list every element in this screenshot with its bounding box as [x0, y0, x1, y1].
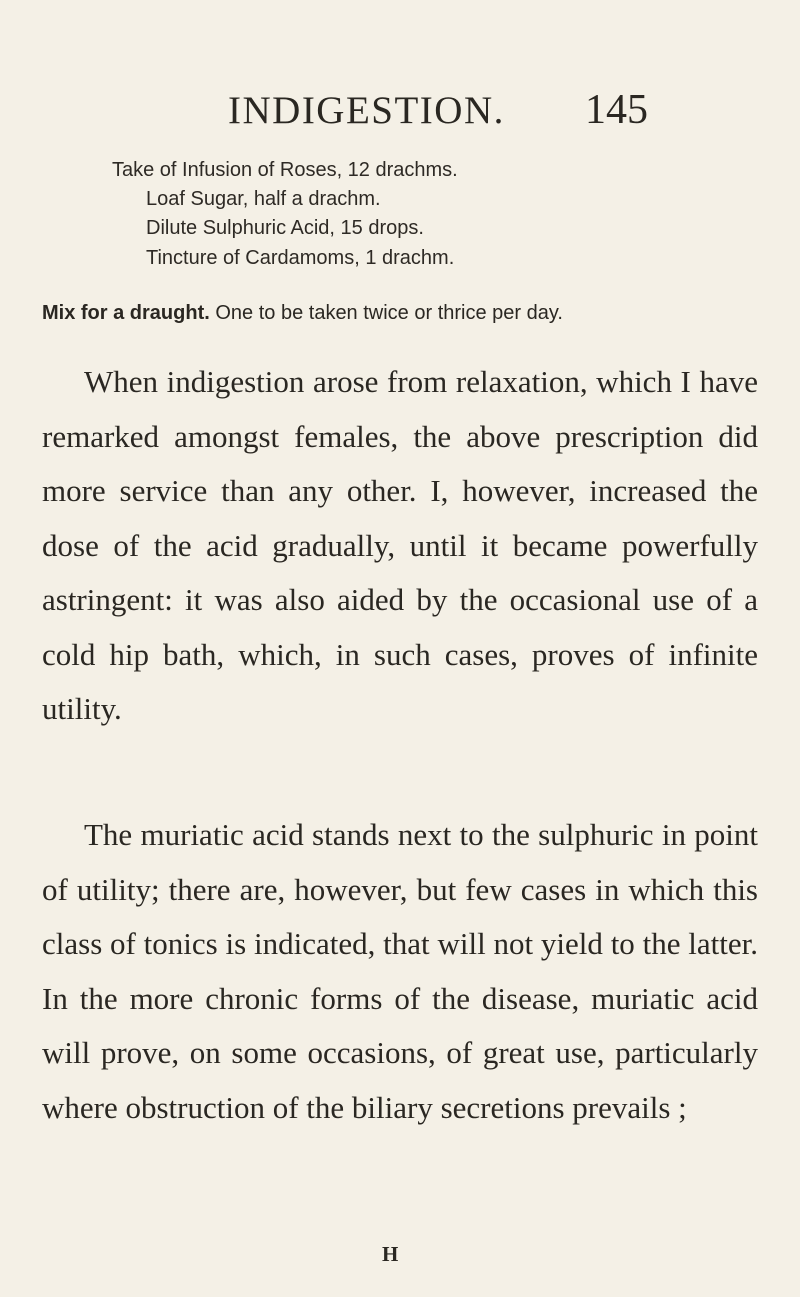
prescription-line: Tincture of Cardamoms, 1 drachm. [146, 247, 455, 269]
body-paragraph: The muriatic acid stands next to the sulphuric in point of utility; there are, however, but few cases in which this class of tonics is indicated, that will not yield to the latter. In the more chronic forms of the disease, muriatic acid will prove, on some occasions, of great use, particularly where obstruction of the biliary secretions prevails ; [42, 817, 758, 1125]
page-number: 145 [585, 87, 648, 133]
body-paragraph: When indigestion arose from relaxation, which I have remarked amongst females, the above prescription did more service than any other. I, however, increased the dose of the acid gradually, until it became powerfully astringent: it was also aided by the occasional use of a cold hip bath, which, in such cases, proves of infinite utility. [42, 364, 758, 726]
signature-mark: H [382, 1242, 399, 1266]
prescription-line: Take of Infusion of Roses, 12 drachms. [112, 159, 458, 181]
prescription-line: Dilute Sulphuric Acid, 15 drops. [146, 217, 424, 239]
directions-lead: Mix for a draught. [42, 302, 210, 324]
prescription-directions [42, 302, 563, 325]
running-title: INDIGESTION. [228, 89, 505, 132]
prescription-line: Loaf Sugar, half a drachm. [146, 188, 381, 210]
directions-rest: One to be taken twice or thrice per day. [215, 302, 563, 324]
